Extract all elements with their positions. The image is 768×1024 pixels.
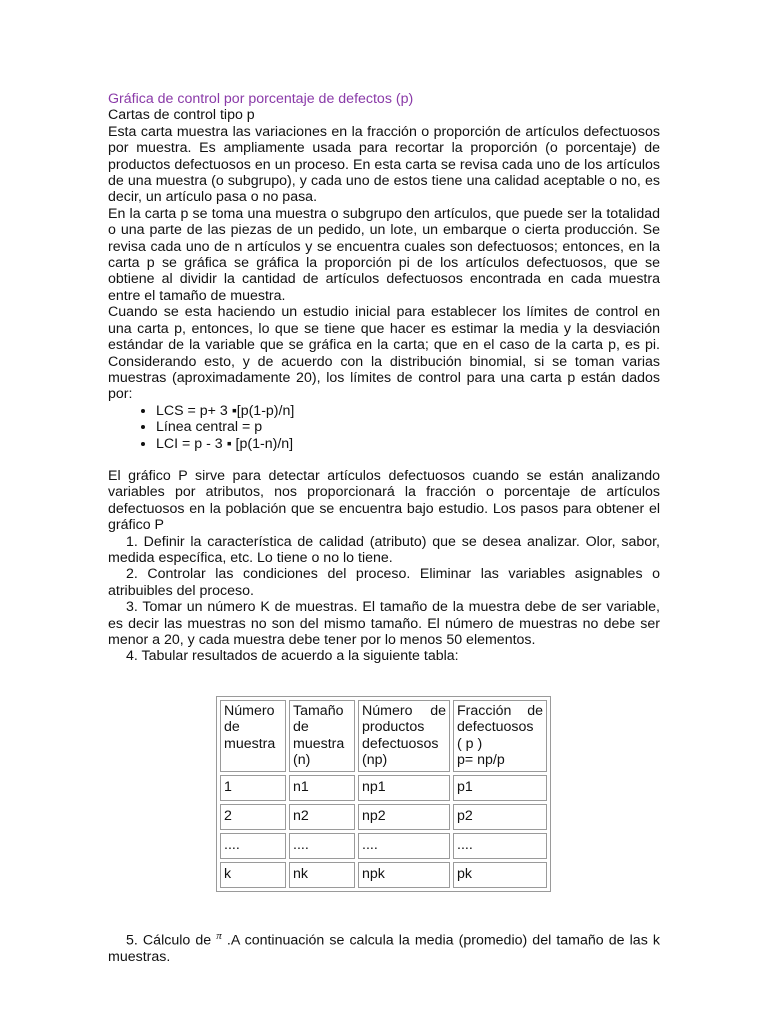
table-cell: npk	[358, 862, 450, 888]
paragraph: El gráfico P sirve para detectar artículos defectuosos cuando se están analizando variables por atributos, nos proporcionará la fracción o porcentaje de artículos defectuosos en la población que se encuentra bajo estudio. Los pasos para obtener el gráfico P	[108, 467, 660, 534]
table-header-row	[220, 700, 547, 772]
step-item: 3. Tomar un número K de muestras. El tamaño de la muestra debe de ser variable, es decir las muestras no son del mismo tamaño. El número de muestras no debe ser menor a 20, y cada muestra debe tener por lo menos 50 elementos.	[108, 599, 660, 648]
p-bar-symbol: π	[216, 930, 222, 942]
step-5	[108, 928, 660, 966]
paragraph: En la carta p se toma una muestra o subgrupo den artículos, que puede ser la totalidad o una parte de las piezas de un pedido, un lote, un embarque o cierta producción. Se revisa cada uno de n artículos y se encuentra cuales son defectuosos; entonces, en la carta p se gráfica se gráfica la proporción pi de los artículos defectuosos, que se obtiene al dividir la cantidad de artículos defectuosos encontrada en cada muestra entre el tamaño de muestra.	[108, 205, 660, 304]
table-cell: ....	[453, 833, 547, 859]
table-cell: ....	[220, 833, 286, 859]
table-header-cell: Fracción de defectuosos ( p ) p= np/p	[453, 700, 547, 772]
step-item: 1. Definir la característica de calidad (atributo) que se desea analizar. Olor, sabor, medida específica, etc. Lo tiene o no lo tiene.	[108, 533, 660, 566]
table-cell: nk	[289, 862, 355, 888]
table-header-cell: Número de muestra	[220, 700, 286, 772]
table-row	[220, 833, 547, 859]
table-cell: p2	[453, 804, 547, 830]
table-cell: pk	[453, 862, 547, 888]
table-row	[220, 775, 547, 801]
list-item: • LCS = p+ 3 ▪[p(1-p)/n]	[156, 403, 660, 419]
step-item: 5. Cálculo de $^\pi$ .A continuación se calcula la media (promedio) del tamaño de las k muestras.	[108, 930, 660, 966]
document-subtitle: Cartas de control tipo p	[108, 107, 255, 124]
table-header-cell: Número de productos defectuosos (np)	[358, 700, 450, 772]
results-table	[216, 696, 551, 892]
table-cell: np2	[358, 804, 450, 830]
control-limits-list	[108, 403, 660, 452]
paragraph: Cuando se esta haciendo un estudio inicial para establecer los límites de control en una carta p, entonces, lo que se tiene que hacer es estimar la media y la desviación estándar de la variable que se gráfica en la carta; que en el caso de la carta p, es pi. Considerando esto, y de acuerdo con la distribución binomial, si se toman varias muestras (aproximadamente 20), los límites de control para una carta p están dados por:	[108, 304, 660, 403]
table-cell: 2	[220, 804, 286, 830]
paragraph: Esta carta muestra las variaciones en la fracción o proporción de artículos defectuosos por muestra. Es ampliamente usada para recortar la proporción (o porcentaje) de productos defectuosos en un proceso. En esta carta se revisa cada uno de los artículos de una muestra (o subgrupo), y cada uno de estos tiene una calidad aceptable o no, es decir, un artículo pasa o no pasa.	[108, 123, 660, 206]
list-item: • Línea central = p	[156, 419, 660, 435]
list-item: • LCI = p - 3 ▪ [p(1-n)/n]	[156, 436, 660, 452]
document-body	[108, 91, 660, 665]
table-cell: 1	[220, 775, 286, 801]
table-cell: np1	[358, 775, 450, 801]
step-item: 4. Tabular resultados de acuerdo a la siguiente tabla:	[126, 648, 459, 665]
table-header-cell: Tamaño de muestra (n)	[289, 700, 355, 772]
table-cell: n1	[289, 775, 355, 801]
table-cell: ....	[358, 833, 450, 859]
table-row	[220, 862, 547, 888]
table-cell: p1	[453, 775, 547, 801]
table-cell: k	[220, 862, 286, 888]
document-title: Gráfica de control por porcentaje de defectos (p)	[108, 91, 414, 107]
step-item: 2. Controlar las condiciones del proceso. Eliminar las variables asignables o atribuibles del proceso.	[108, 566, 660, 599]
table-row	[220, 804, 547, 830]
table-cell: ....	[289, 833, 355, 859]
table-cell: n2	[289, 804, 355, 830]
